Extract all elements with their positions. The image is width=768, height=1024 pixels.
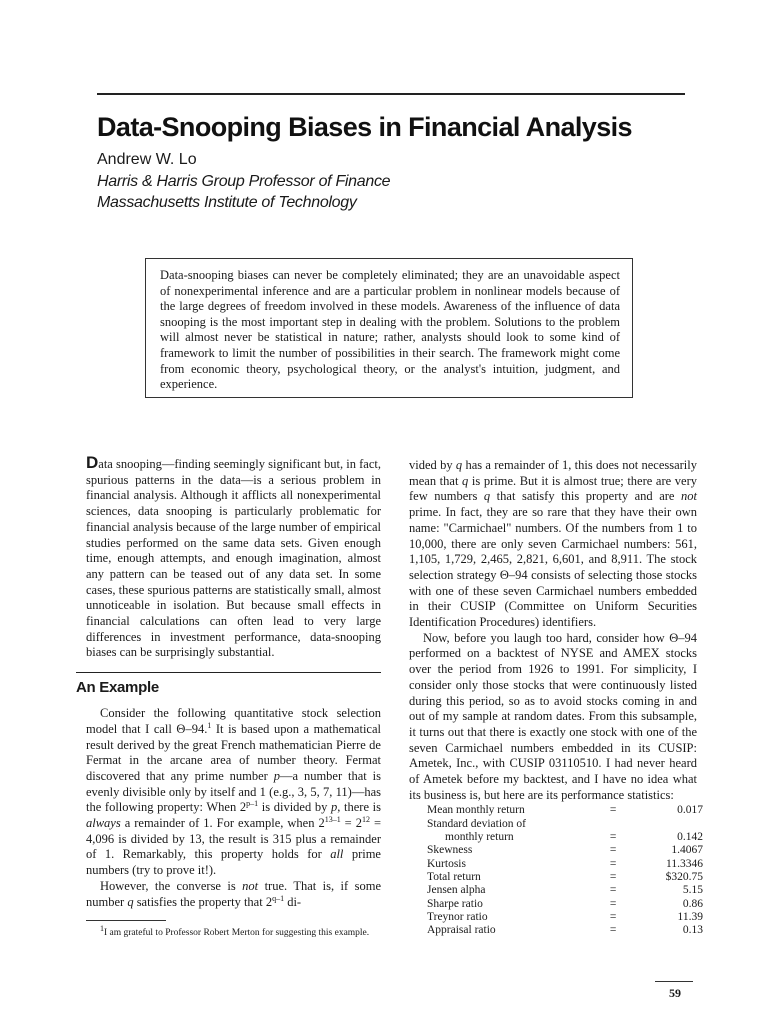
stat-label: Skewness [427, 844, 473, 857]
footnote-reference[interactable]: 1 [207, 720, 212, 730]
stat-equals: = [609, 804, 617, 817]
stat-equals: = [609, 857, 617, 870]
stat-value [636, 818, 707, 831]
carmichael-paragraph: vided by q has a remainder of 1, this does not necessarily mean that q is prime. But it is almost true; there are very few numbers q that satisfy this property and are not prime. In fact, they are so rare that they have their own name: "Carmichael" numbers. Of the numbers from 1 to 10,000, there are only seven Carmichael numbers: 561, 1,105, 1,729, 2,465, 2,821, 6,601, and 8,911. The stock selection strategy Θ–94 consists of selecting those stocks with one of these seven Carmichael numbers embedded in their CUSIP (Committee on Uniform Securities Identification Procedures) identifiers. [409, 458, 698, 630]
stat-value: 0.017 [677, 804, 703, 817]
stat-equals: = [609, 910, 617, 923]
article-title: Data-Snooping Biases in Financial Analysis [97, 112, 632, 142]
stat-equals: = [609, 870, 617, 883]
left-column [76, 453, 381, 940]
stat-value: 1.4067 [671, 844, 703, 857]
example-paragraph-2: However, the converse is not true. That is, if some number q satisfies the property that 2$^{q-1}$ di- [86, 878, 381, 909]
section-heading: An Example [76, 679, 159, 697]
stat-value: 11.3346 [666, 857, 703, 870]
stat-value: 5.15 [682, 884, 703, 897]
stat-label: Treynor ratio [427, 910, 488, 923]
stat-equals: = [609, 844, 617, 857]
stats-row [427, 844, 707, 857]
right-column [409, 458, 703, 937]
stat-label: Mean monthly return [427, 804, 525, 817]
section-rule [76, 672, 381, 673]
stat-label: Standard deviation of [427, 817, 527, 830]
stat-equals: = [609, 884, 617, 897]
stat-value: 0.13 [682, 924, 703, 937]
abstract-box: Data-snooping biases can never be completely eliminated; they are an unavoidable aspect of nonexperimental inference and are a particular problem in nonlinear models because of the large degrees of freedom involved in these models. Awareness of the influence of data snooping is the most important step in dealing with the problem. Solutions to the problem will almost never be statistical in nature; rather, analysts should look to some kind of framework to limit the number of possibilities in their search. The framework might come from economic theory, psychological theory, or the analyst's intuition, judgment, and experience. [145, 258, 633, 398]
stat-equals [591, 818, 636, 831]
stat-value: $320.75 [665, 870, 703, 883]
example-paragraph-1: Consider the following quantitative stock selection model that I call Θ–94.$^1$ It is based upon a mathematical result derived by the great French mathematician Pierre de Fermat in the arcane area of number theory. Fermat discovered that any prime number p—a number that is evenly divisible only by itself and 1 (e.g., 3, 5, 7, 11)—has the following property: When 2$^{p-1}$ is divided by p, there is always a remainder of 1. For example, when $2^{13-1} = 2^{12} = 4,096$ is divided by 13, the result is 315 plus a remainder of 1. Remarkably, this property holds for all prime numbers (try to prove it!). [86, 706, 381, 878]
stat-equals: = [609, 924, 617, 937]
intro-paragraph [86, 455, 381, 661]
stat-label: Kurtosis [427, 857, 466, 870]
stats-row [427, 871, 707, 884]
stats-row [427, 831, 707, 844]
stats-row [427, 804, 707, 817]
author-name: Andrew W. Lo [97, 151, 197, 168]
author-affiliation-title: Harris & Harris Group Professor of Finance [97, 173, 391, 190]
stat-value: 11.39 [677, 910, 703, 923]
author-affiliation-institution: Massachusetts Institute of Technology [97, 194, 357, 211]
stat-value: 0.142 [677, 831, 703, 844]
page-number: 59 [669, 986, 681, 1000]
stats-row [427, 884, 707, 897]
footnote: $^1$I am grateful to Professor Robert Merton for suggesting this example. [100, 924, 370, 939]
drop-cap: D [86, 453, 99, 472]
intro-text: ata snooping—finding seemingly significant but, in fact, spurious patterns in the data—is a serious problem in financial analysis. Although it afflicts all nonexperimental sciences, data snooping is particularly problematic for financial analysis because of the large number of empirical studies performed on the same data sets. Given enough time, enough attempts, and enough imagination, almost any pattern can be teased out of any data set. In some cases, these spurious patterns are statistically small, almost unnoticeable in isolation. But because small effects in financial calculations can often lead to very large differences in investment performance, data-snooping biases can be surprisingly substantial. [86, 457, 381, 660]
stats-row [427, 818, 707, 831]
page-number-rule [655, 981, 693, 982]
stats-row [427, 924, 707, 937]
header-rule [97, 93, 685, 95]
stat-label: Jensen alpha [427, 884, 486, 897]
stat-value: 0.86 [682, 897, 703, 910]
performance-stats-table [427, 804, 707, 937]
stats-row [427, 911, 707, 924]
stat-label: Appraisal ratio [427, 924, 496, 937]
stat-label: Total return [427, 870, 481, 883]
stat-equals: = [609, 831, 617, 844]
stats-row [427, 858, 707, 871]
stats-row [427, 898, 707, 911]
stat-label: monthly return [445, 831, 514, 844]
stat-label: Sharpe ratio [427, 897, 483, 910]
footnote-rule [86, 920, 166, 921]
backtest-paragraph: Now, before you laugh too hard, consider how Θ–94 performed on a backtest of NYSE and AMEX stocks over the period from 1926 to 1991. For simplicity, I consider only those stocks that were continuously listed during this period, so as to avoid stocks coming in and out of my sample at random dates. From this subsample, it turns out that there is exactly one stock with one of the seven Carmichael numbers embedded in its CUSIP: Ametek, Inc., with CUSIP 03110510. I had never heard of Ametek before my backtest, and I have no idea what its business is, but here are its performance statistics: [409, 630, 697, 802]
stat-equals: = [609, 897, 617, 910]
